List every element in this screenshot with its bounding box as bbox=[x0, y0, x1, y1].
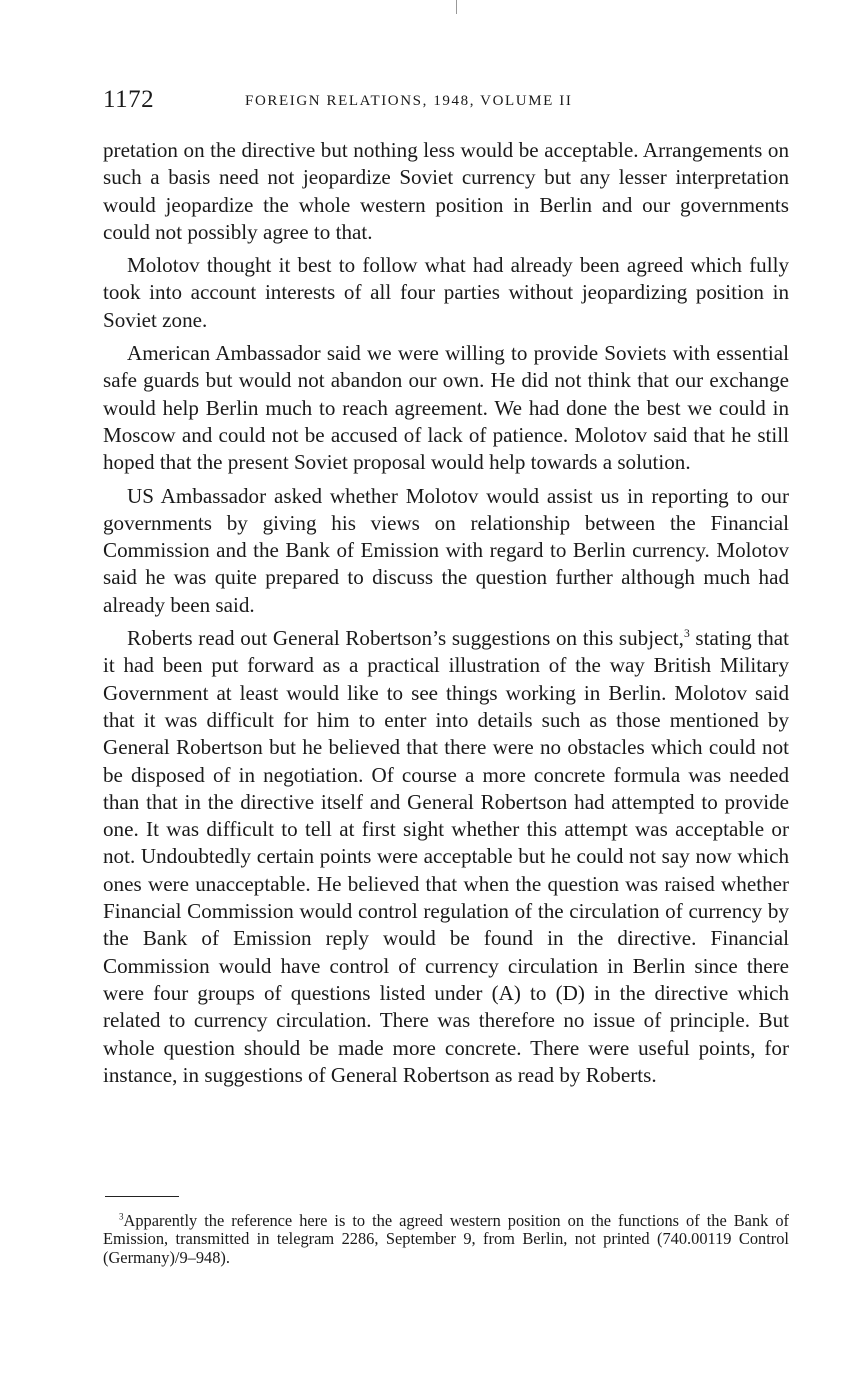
footnote-marker: 3 bbox=[119, 1211, 124, 1222]
page-header bbox=[103, 86, 793, 116]
paragraph-5 bbox=[103, 625, 789, 1089]
page-number: 1172 bbox=[103, 86, 155, 113]
running-head: FOREIGN RELATIONS, 1948, VOLUME II bbox=[245, 93, 573, 109]
paragraph-5-lead: Roberts read out General Robertson’s suggestions on this subject, bbox=[127, 626, 684, 651]
footnote-reference: 3 bbox=[683, 627, 690, 641]
paragraph-2: Molotov thought it best to follow what had already been agreed which fully took into account interests of all four parties without jeopardizing position in Soviet zone. bbox=[103, 253, 789, 332]
footnote bbox=[103, 1212, 789, 1267]
paragraph-4: US Ambassador asked whether Molotov would assist us in reporting to our governments by giving his views on relationship between the Financial Commission and the Bank of Emission with regard to Berlin currency. Molotov said he was quite prepared to discuss the question further although much had already been said. bbox=[103, 483, 789, 617]
body-text bbox=[103, 137, 789, 1095]
paragraph-3: American Ambassador said we were willing to provide Soviets with essential safe guards but would not abandon our own. He did not think that our exchange would help Berlin much to reach agreement. We had done the best we could in Moscow and could not be accused of lack of patience. Molotov said that he still hoped that the present Soviet proposal would help towards a solution. bbox=[103, 341, 789, 475]
paragraph-1: pretation on the directive but nothing less would be acceptable. Arrangements on such a basis need not jeopardize Soviet currency but any lesser interpretation would jeopardize the whole western position in Berlin and our governments could not possibly agree to that. bbox=[103, 138, 789, 244]
scan-mark bbox=[456, 0, 457, 14]
footnote-divider bbox=[105, 1196, 179, 1197]
footnote-text: Apparently the reference here is to the agreed western position on the functions of the Bank of Emission, transmitted in telegram 2286, September 9, from Berlin, not printed (740.00119 Control (Germany)/9–948). bbox=[103, 1211, 789, 1267]
paragraph-5-rest: stating that it had been put forward as a practical illustration of the way British Military Government at least would like to see things working in Berlin. Molotov said that it was difficult for him to enter into details such as those mentioned by General Robertson but he believed that there were no obstacles which could not be disposed of in negotiation. Of course a more concrete formula was needed than that in the directive itself and General Robertson had attempted to provide one. It was difficult to tell at first sight whether this attempt was acceptable or not. Undoubtedly certain points were acceptable but he could not say now which ones were unacceptable. He believed that when the question was raised whether Financial Commission would control regulation of the circulation of currency by the Bank of Emission reply would be found in the directive. Financial Commission would have control of currency circulation in Berlin since there were four groups of questions listed under (A) to (D) in the directive which related to currency circulation. There was therefore no issue of principle. But whole question should be made more concrete. There were useful points, for instance, in suggestions of General Robertson as read by Roberts. bbox=[103, 626, 789, 1087]
